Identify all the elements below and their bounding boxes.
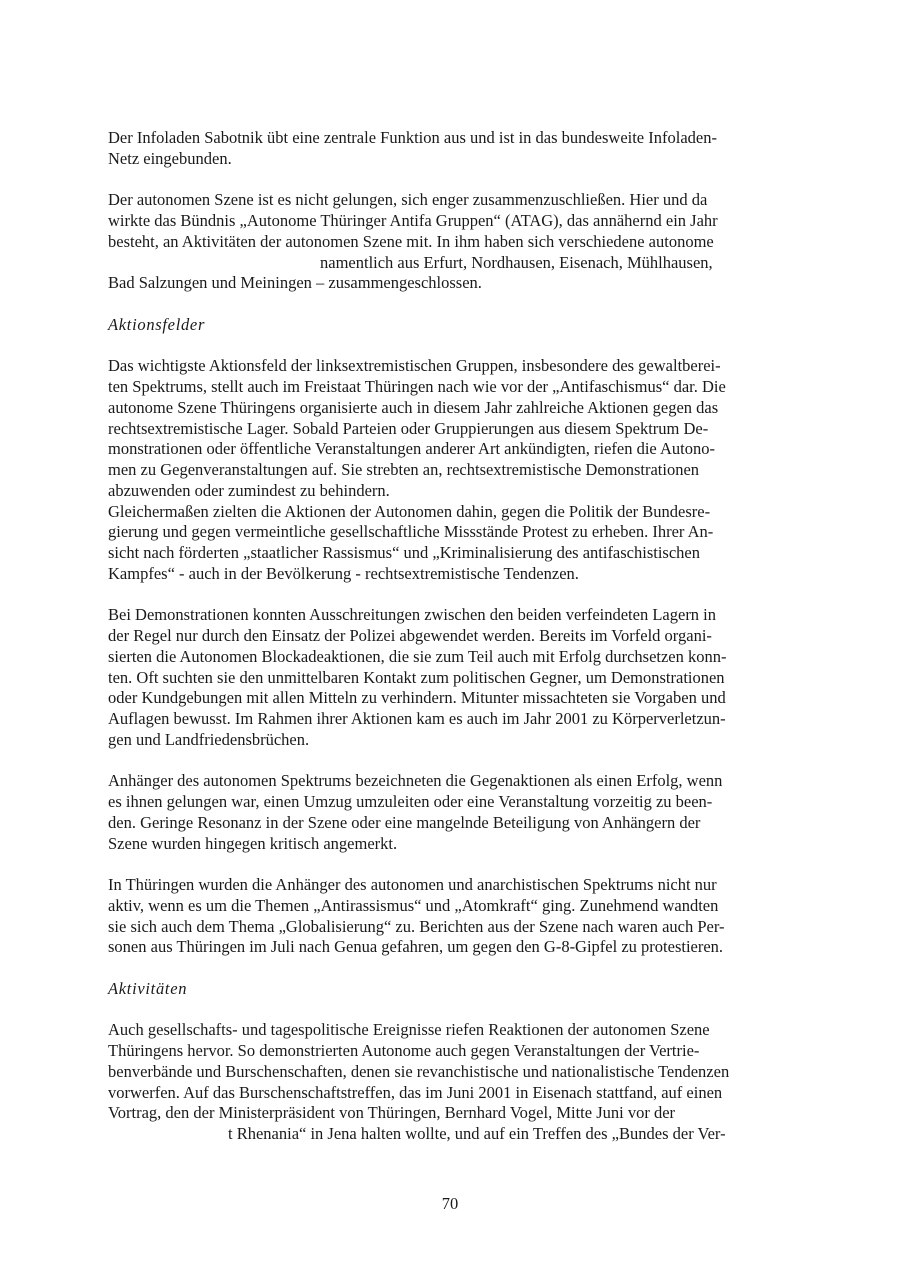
text-line: Bei Demonstrationen konnten Ausschreitungen zwischen den beiden verfeindeten Lagern in (108, 605, 717, 625)
text-line: benverbände und Burschenschaften, denen sie revanchistische und nationalistische Tendenzen (108, 1061, 730, 1081)
paragraph (108, 128, 740, 170)
text-line: Auch gesellschafts- und tagespolitische Ereignisse riefen Reaktionen der autonomen Szene (108, 1020, 710, 1040)
text-line: namentlich aus Erfurt, Nordhausen, Eisenach, Mühlhausen, (320, 252, 713, 272)
text-line: men zu Gegenveranstaltungen auf. Sie strebten an, rechtsextremistische Demonstrationen (108, 460, 700, 479)
text-line: Bad Salzungen und Meiningen – zusammengeschlossen. (108, 273, 482, 293)
text-line: autonome Szene Thüringens organisierte auch in diesem Jahr zahlreiche Aktionen gegen das (108, 397, 719, 417)
text-line: Das wichtigste Aktionsfeld der linksextremistischen Gruppen, insbesondere des gewaltberei- (108, 356, 721, 376)
text-line: ten Spektrums, stellt auch im Freistaat Thüringen nach wie vor der „Antifaschismus“ dar. Die (108, 377, 726, 396)
text-line: t Rhenania“ in Jena halten wollte, und auf ein Treffen des „Bundes der Ver- (228, 1124, 726, 1143)
paragraph (108, 605, 740, 750)
text-line: aktiv, wenn es um die Themen „Antirassismus“ und „Atomkraft“ ging. Zunehmend wandten (108, 895, 719, 915)
document-body (108, 128, 740, 1145)
text-line: In Thüringen wurden die Anhänger des autonomen und anarchistischen Spektrums nicht nur (108, 875, 717, 894)
text-line: Gleichermaßen zielten die Aktionen der Autonomen dahin, gegen die Politik der Bundesre- (108, 501, 711, 521)
text-line: der Regel nur durch den Einsatz der Polizei abgewendet werden. Bereits im Vorfeld organi- (108, 626, 712, 645)
text-line: gen und Landfriedensbrüchen. (108, 729, 310, 749)
text-line: den. Geringe Resonanz in der Szene oder eine mangelnde Beteiligung von Anhängern der (108, 812, 701, 832)
text-line: Auflagen bewusst. Im Rahmen ihrer Aktionen kam es auch im Jahr 2001 zu Körperverletzun- (108, 709, 726, 728)
text-line: vorwerfen. Auf das Burschenschaftstreffen, das im Juni 2001 in Eisenach stattfand, auf einen (108, 1082, 723, 1102)
text-line: sie sich auch dem Thema „Globalisierung“ zu. Berichten aus der Szene nach waren auch Per- (108, 916, 725, 936)
text-line: sicht nach förderten „staatlicher Rassismus“ und „Kriminalisierung des antifaschistischen (108, 543, 700, 562)
text-line: abzuwenden oder zumindest zu behindern. (108, 480, 390, 500)
text-line: Thüringens hervor. So demonstrierten Autonome auch gegen Veranstaltungen der Vertrie- (108, 1041, 700, 1060)
text-line: Anhänger des autonomen Spektrums bezeichneten die Gegenaktionen als einen Erfolg, wenn (108, 771, 723, 791)
text-line: sierten die Autonomen Blockadeaktionen, die sie zum Teil auch mit Erfolg durchsetzen konn- (108, 646, 727, 666)
text-line: wirkte das Bündnis „Autonome Thüringer Antifa Gruppen“ (ATAG), das annähernd ein Jahr (108, 211, 718, 230)
text-line: monstrationen oder öffentliche Veranstaltungen anderer Art ankündigten, riefen die Autono- (108, 439, 715, 459)
paragraph (108, 356, 740, 584)
text-line: sonen aus Thüringen im Juli nach Genua gefahren, um gegen den G-8-Gipfel zu protestieren. (108, 937, 724, 957)
section-heading: Aktivitäten (108, 978, 188, 998)
text-line: Vortrag, den der Ministerpräsident von Thüringen, Bernhard Vogel, Mitte Juni vor der (108, 1103, 676, 1123)
paragraph (108, 1020, 740, 1145)
paragraph (108, 875, 740, 958)
text-line: gierung und gegen vermeintliche gesellschaftliche Missstände Protest zu erheben. Ihrer An- (108, 522, 714, 542)
paragraph (108, 190, 740, 294)
text-line: Szene wurden hingegen kritisch angemerkt. (108, 833, 398, 853)
text-line: Der Infoladen Sabotnik übt eine zentrale Funktion aus und ist in das bundesweite Infoladen- (108, 128, 717, 147)
page-number: 70 (441, 1194, 459, 1213)
paragraph (108, 771, 740, 854)
text-line: rechtsextremistische Lager. Sobald Parteien oder Gruppierungen aus diesem Spektrum De- (108, 418, 709, 438)
text-line: Kampfes“ - auch in der Bevölkerung - rechtsextremistische Tendenzen. (108, 563, 579, 583)
text-line: Netz eingebunden. (108, 148, 232, 168)
text-line: besteht, an Aktivitäten der autonomen Szene mit. In ihm haben sich verschiedene autonome (108, 231, 714, 251)
text-line: Der autonomen Szene ist es nicht gelungen, sich enger zusammenzuschließen. Hier und da (108, 190, 708, 210)
text-line: oder Kundgebungen mit allen Mitteln zu verhindern. Mitunter missachteten sie Vorgaben und (108, 688, 726, 708)
text-line: ten. Oft suchten sie den unmittelbaren Kontakt zum politischen Gegner, um Demonstrationen (108, 667, 725, 687)
section-heading: Aktionsfelder (108, 314, 206, 334)
text-line: es ihnen gelungen war, einen Umzug umzuleiten oder eine Veranstaltung vorzeitig zu been- (108, 792, 713, 811)
